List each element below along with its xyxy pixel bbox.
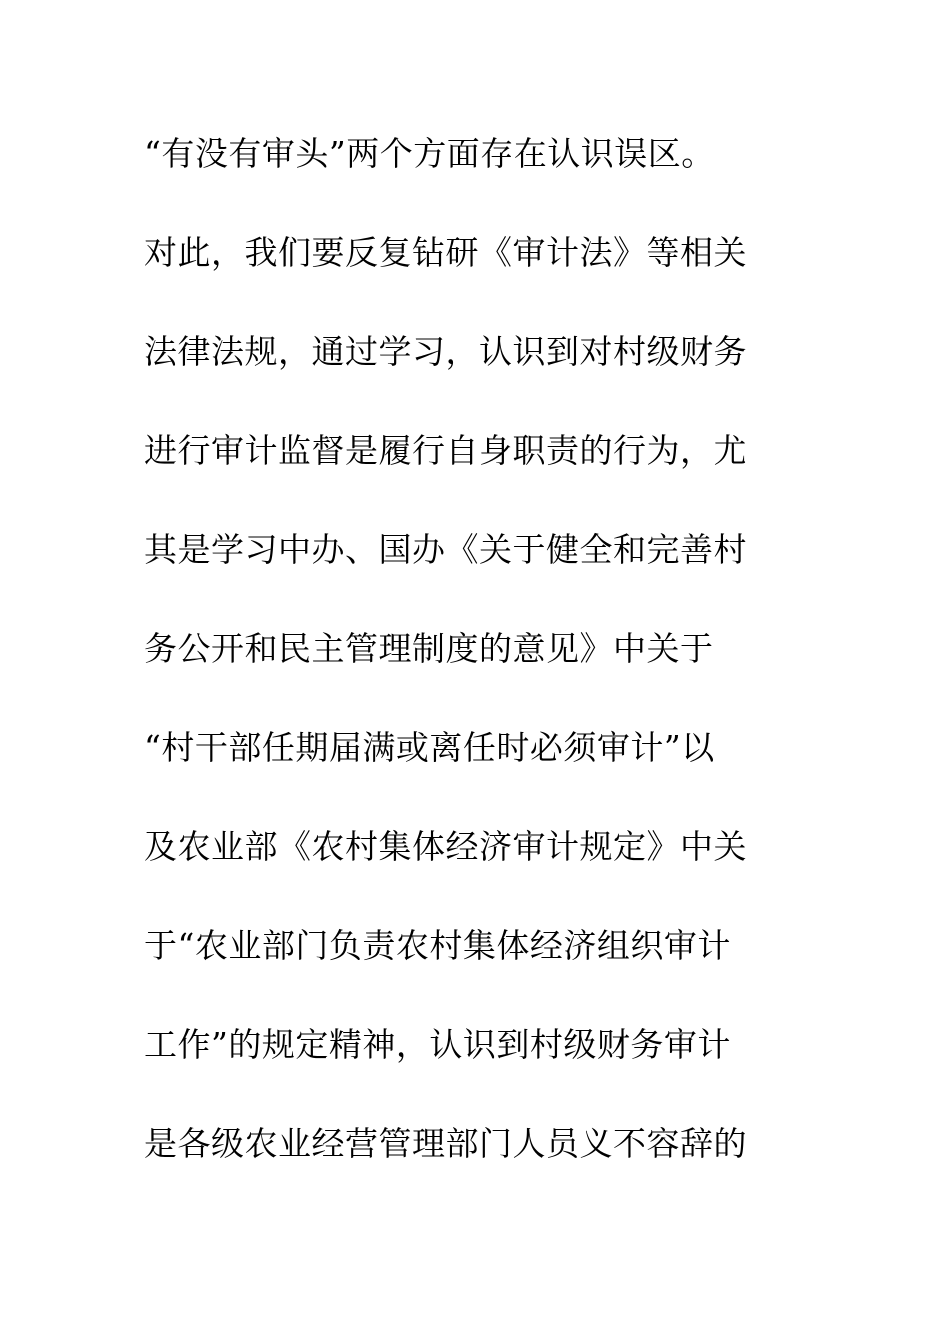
text-line: “村干部任期届满或离任时必须审计”以 bbox=[144, 728, 715, 767]
text-line: 法律法规，通过学习，认识到对村级财务 bbox=[144, 332, 747, 371]
body-text bbox=[144, 126, 784, 1215]
text-line: 是各级农业经营管理部门人员义不容辞的 bbox=[144, 1124, 747, 1163]
text-line: 其是学习中办、国办《关于健全和完善村 bbox=[144, 530, 747, 569]
text-line: “有没有审头”两个方面存在认识误区。 bbox=[144, 134, 715, 173]
text-line: 务公开和民主管理制度的意见》中关于 bbox=[144, 629, 714, 668]
text-line: 进行审计监督是履行自身职责的行为，尤 bbox=[144, 431, 747, 470]
text-line: 工作”的规定精神，认识到村级财务审计 bbox=[144, 1025, 731, 1064]
text-line: 对此，我们要反复钻研《审计法》等相关 bbox=[144, 233, 747, 272]
text-line: 及农业部《农村集体经济审计规定》中关 bbox=[144, 827, 747, 866]
text-line: 于“农业部门负责农村集体经济组织审计 bbox=[144, 926, 731, 965]
